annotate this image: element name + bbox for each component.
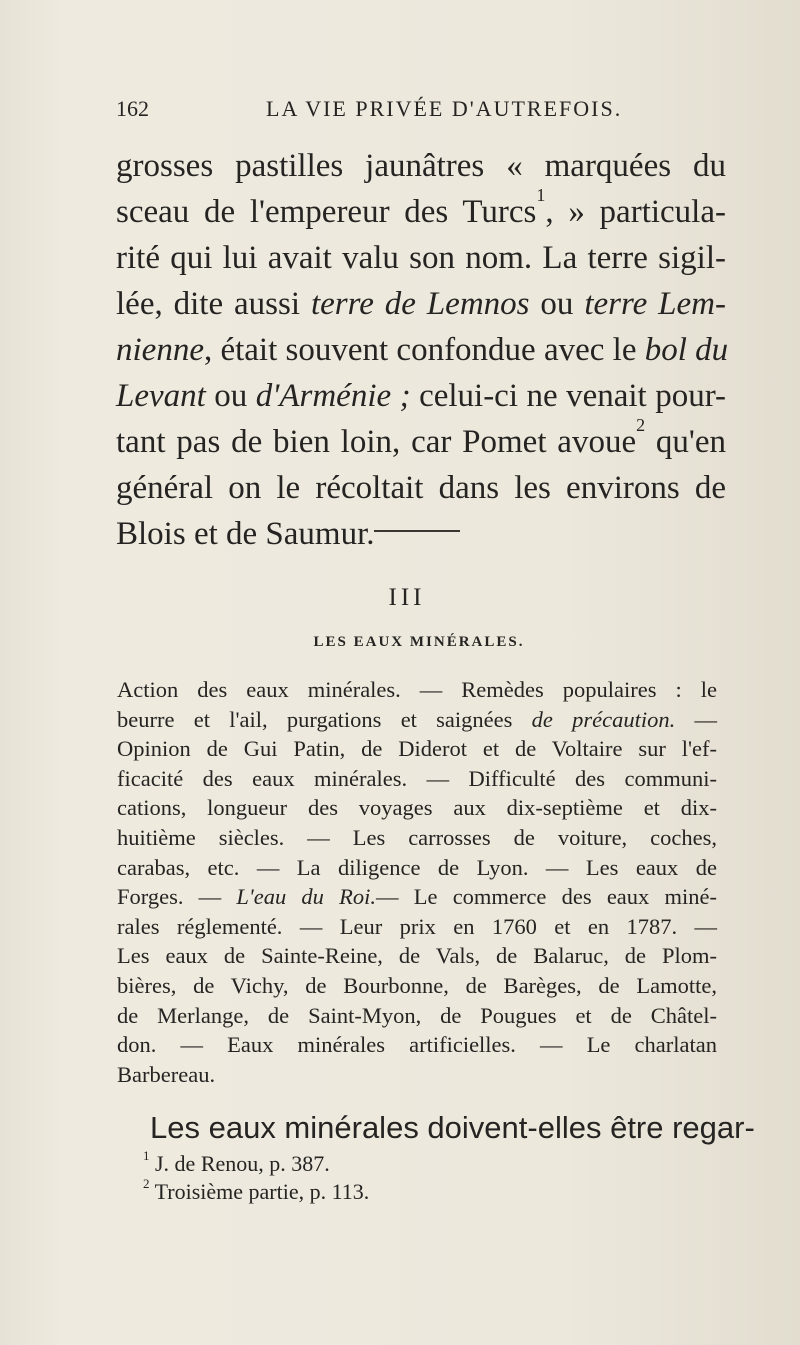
footnote-ref: 1 [536, 185, 546, 205]
chapter-summary [117, 675, 717, 1089]
text-line: tant pas de bien loin, car Pomet avoue$^2$ qu'en [116, 415, 727, 460]
summary-line: Action des eaux minérales. — Remèdes populaires : le [117, 677, 717, 702]
footnotes [143, 1150, 543, 1206]
text-line: Blois et de Saumur. [116, 516, 375, 552]
summary-line: de Merlange, de Saint-Myon, de Pougues et de Châtel- [117, 1002, 717, 1028]
footnote-text: J. de Renou, p. 387. [155, 1151, 330, 1176]
body-paragraph [116, 143, 729, 557]
summary-line: don. — Eaux minérales artificielles. — Le charlatan [117, 1032, 717, 1058]
page-number: 162 [116, 96, 149, 121]
text-line: sceau de l'empereur des Turcs$^1$, » particula- [116, 185, 726, 230]
text-line: nienne, était souvent confondue avec le bol du [116, 332, 729, 368]
page-header [116, 96, 708, 130]
footnote [143, 1178, 543, 1206]
text-line: Levant ou d'Arménie ; celui-ci ne venait pour- [116, 378, 727, 414]
text-line: lée, dite aussi terre de Lemnos ou terre Lem- [116, 286, 726, 322]
summary-line: Les eaux de Sainte-Reine, de Vals, de Balaruc, de Plom- [117, 943, 717, 969]
continuation-line: Les eaux minérales doivent-elles être regar- [150, 1110, 755, 1145]
footnote-ref: 2 [636, 415, 646, 435]
footnote [143, 1150, 543, 1178]
section-number: III [388, 584, 426, 611]
footnote-mark: 2 [143, 1176, 150, 1191]
summary-line: Opinion de Gui Patin, de Diderot et de Voltaire sur l'ef- [117, 736, 717, 762]
summary-line: rales réglementé. — Leur prix en 1760 et en 1787. — [117, 913, 717, 939]
text-line: grosses pastilles jaunâtres « marquées du [116, 148, 726, 184]
section-divider [374, 530, 460, 532]
summary-line: ficacité des eaux minérales. — Difficulté des communi- [117, 765, 717, 791]
summary-line: Barbereau. [117, 1061, 216, 1087]
text-line: rité qui lui avait valu son nom. La terre sigil- [116, 240, 726, 276]
summary-line: huitième siècles. — Les carrosses de voiture, coches, [117, 824, 717, 850]
summary-line: beurre et l'ail, purgations et saignées de précaution. — [117, 706, 717, 732]
running-title: LA VIE PRIVÉE D'AUTREFOIS. [266, 96, 623, 121]
summary-line: carabas, etc. — La diligence de Lyon. — Les eaux de [117, 854, 717, 880]
summary-line: bières, de Vichy, de Bourbonne, de Barèges, de Lamotte, [117, 972, 717, 998]
section-title: LES EAUX MINÉRALES. [313, 634, 525, 650]
footnote-mark: 1 [143, 1148, 150, 1163]
footnote-text: Troisième partie, p. 113. [154, 1179, 370, 1204]
text-line: général on le récoltait dans les environs de [116, 470, 726, 506]
summary-line: cations, longueur des voyages aux dix-septième et dix- [117, 795, 717, 821]
summary-line: Forges. — L'eau du Roi.— Le commerce des eaux miné- [117, 884, 717, 910]
